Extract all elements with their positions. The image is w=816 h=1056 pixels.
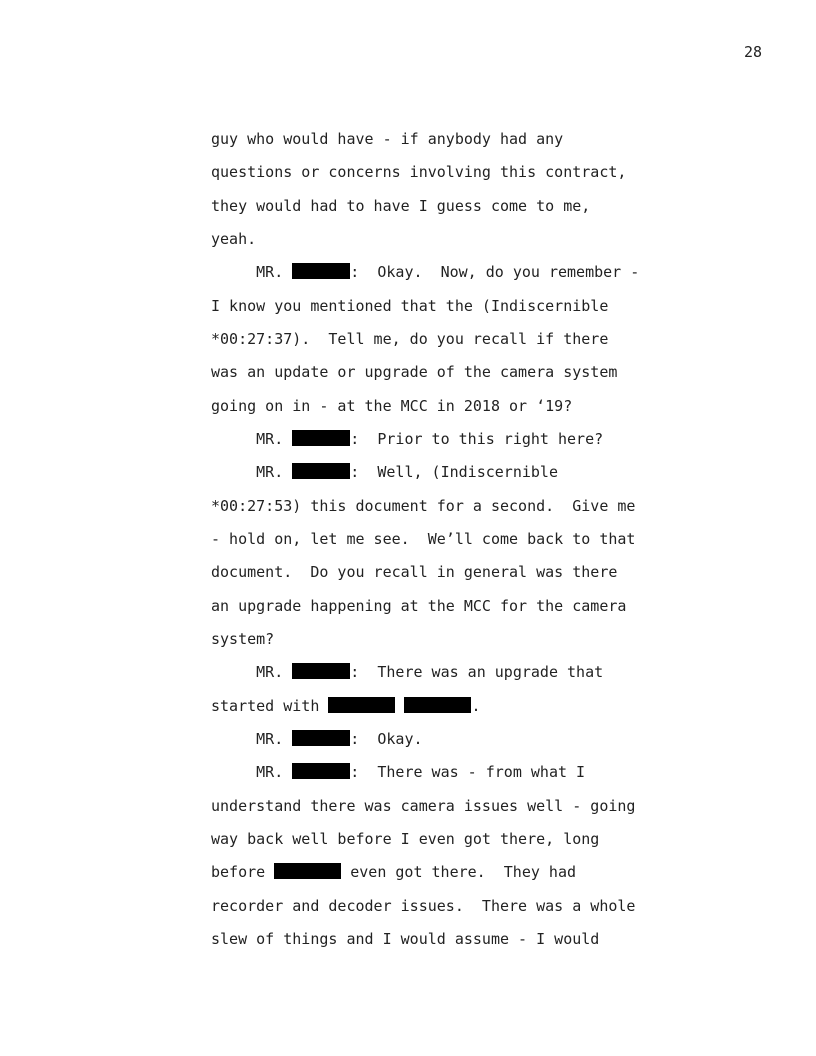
line-text: was an update or upgrade of the camera system bbox=[211, 363, 618, 381]
redaction-block bbox=[292, 663, 350, 679]
line-text: started with . bbox=[211, 697, 481, 715]
redaction-block bbox=[292, 730, 350, 746]
line-text: understand there was camera issues well - going bbox=[211, 797, 636, 815]
line-text: slew of things and I would assume - I would bbox=[211, 930, 600, 948]
line-text: I know you mentioned that the (Indiscernible bbox=[211, 297, 609, 315]
line-text: going on in - at the MCC in 2018 or ‘19? bbox=[211, 397, 573, 415]
line-text: MR. : There was - from what I bbox=[211, 763, 586, 781]
line-text: before even got there. They had bbox=[211, 863, 577, 881]
redaction-block bbox=[292, 463, 350, 479]
line-text: MR. : Okay. Now, do you remember - bbox=[211, 263, 640, 281]
line-text: recorder and decoder issues. There was a whole bbox=[211, 897, 636, 915]
line-text: yeah. bbox=[211, 230, 257, 248]
redaction-block bbox=[404, 697, 471, 713]
line-text: they would had to have I guess come to me, bbox=[211, 197, 591, 215]
redaction-block bbox=[328, 697, 395, 713]
transcript-line bbox=[0, 594, 275, 648]
line-text: document. Do you recall in general was there bbox=[211, 563, 618, 581]
page-number: 28 bbox=[743, 43, 762, 61]
line-text: way back well before I even got there, long bbox=[211, 830, 600, 848]
line-text: MR. : There was an upgrade that bbox=[211, 663, 604, 681]
redaction-block bbox=[292, 430, 350, 446]
line-text: an upgrade happening at the MCC for the camera bbox=[211, 597, 627, 615]
line-text: guy who would have - if anybody had any bbox=[211, 130, 564, 148]
line-text: - hold on, let me see. We’ll come back to that bbox=[211, 530, 636, 548]
line-text: MR. : Prior to this right here? bbox=[211, 430, 604, 448]
transcript-line bbox=[0, 194, 257, 248]
line-text: *00:27:53) this document for a second. Give me bbox=[211, 497, 636, 515]
redaction-block bbox=[292, 263, 350, 279]
redaction-block bbox=[292, 763, 350, 779]
line-text: *00:27:37). Tell me, do you recall if there bbox=[211, 330, 609, 348]
transcript-line bbox=[0, 94, 564, 148]
line-text: questions or concerns involving this contract, bbox=[211, 163, 627, 181]
line-text: MR. : Okay. bbox=[211, 730, 423, 748]
line-text: system? bbox=[211, 630, 275, 648]
line-text: MR. : Well, (Indiscernible bbox=[211, 463, 558, 481]
redaction-block bbox=[274, 863, 341, 879]
